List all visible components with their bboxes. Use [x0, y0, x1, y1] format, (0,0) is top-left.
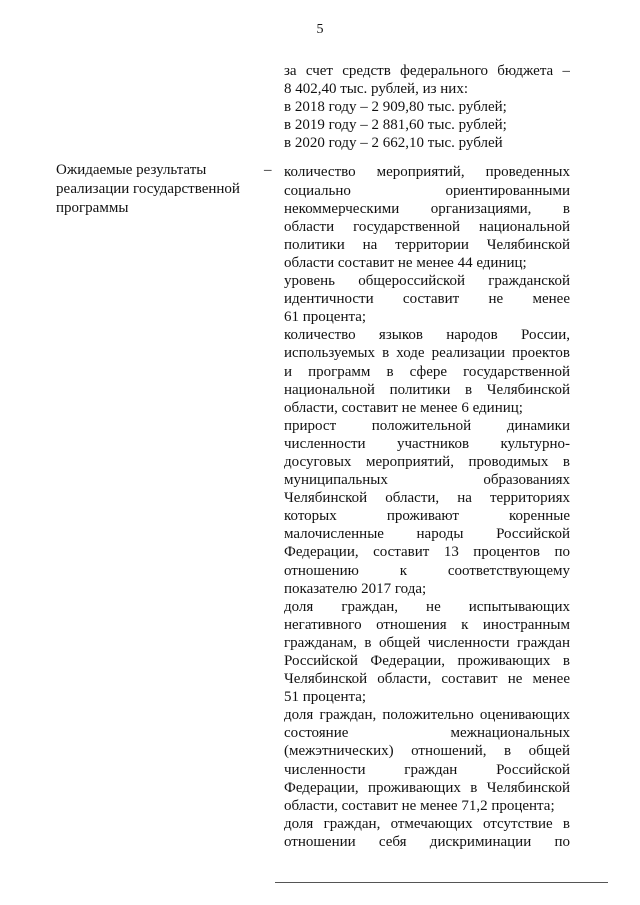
- results-line: (межэтнических) отношений, в общей: [284, 743, 570, 760]
- funding-line: в 2019 году – 2 881,60 тыс. рублей;: [284, 117, 507, 134]
- results-line: 51 процента;: [284, 689, 367, 706]
- results-line: отношению к соответствующему: [284, 562, 570, 579]
- results-line: гражданам, в общей численности граждан: [284, 634, 570, 651]
- results-line: негативного отношения к иностранным: [284, 616, 570, 633]
- results-block: [284, 163, 570, 851]
- results-line: отношении себя дискриминации по: [284, 833, 570, 850]
- funding-line: 8 402,40 тыс. рублей, из них:: [284, 81, 468, 98]
- results-line: численности граждан Российской: [284, 761, 570, 778]
- results-line: и программ в сфере государственной: [284, 363, 570, 380]
- results-line: Федерации, составит 13 процентов по: [284, 544, 570, 561]
- results-line: малочисленные народы Российской: [284, 526, 570, 543]
- results-line: некоммерческими организациями, в: [284, 200, 570, 217]
- results-line: количество языков народов России,: [284, 327, 570, 344]
- results-line: области, составит не менее 71,2 процента;: [284, 797, 555, 814]
- results-line: Челябинской области, составит не менее: [284, 671, 570, 688]
- results-line: состояние межнациональных: [284, 725, 570, 742]
- results-line: 61 процента;: [284, 309, 367, 326]
- results-line: Российской Федерации, проживающих в: [284, 653, 570, 669]
- results-line: национальной политики в Челябинской: [284, 381, 570, 398]
- right-column-text: [284, 62, 570, 851]
- results-line: доля граждан, не испытывающих: [284, 598, 570, 615]
- results-line: доля граждан, отмечающих отсутствие в: [284, 815, 570, 832]
- funding-line: в 2020 году – 2 662,10 тыс. рублей: [284, 135, 503, 152]
- results-line: досуговых мероприятий, проводимых в: [284, 453, 570, 470]
- section-dash: –: [264, 162, 272, 178]
- results-line: уровень общероссийской гражданской: [284, 273, 570, 290]
- bottom-rule: [275, 882, 608, 883]
- results-line: области составит не менее 44 единиц;: [284, 254, 527, 271]
- funding-block: [284, 62, 570, 152]
- results-line: политики на территории Челябинской: [284, 236, 570, 253]
- results-line: используемых в ходе реализации проектов: [284, 345, 570, 362]
- results-line: прирост положительной динамики: [284, 417, 570, 434]
- results-line: области, составит не менее 6 единиц;: [284, 399, 523, 416]
- results-line: численности участников культурно-: [284, 435, 570, 452]
- results-line: доля граждан, положительно оценивающих: [284, 707, 570, 724]
- results-line: социально ориентированными: [284, 182, 570, 199]
- results-line: муниципальных образованиях: [284, 472, 570, 489]
- results-line: области государственной национальной: [284, 218, 570, 235]
- funding-line: за счет средств федерального бюджета –: [284, 63, 570, 79]
- page-number: 5: [316, 22, 324, 37]
- section-label-expected-results: Ожидаемые результаты реализации государственной программы: [56, 162, 240, 216]
- results-line: идентичности составит не менее: [284, 291, 570, 308]
- results-line: Челябинской области, на территориях: [284, 490, 570, 507]
- results-line: показателю 2017 года;: [284, 580, 427, 597]
- results-line: Федерации, проживающих в Челябинской: [284, 779, 570, 796]
- funding-line: в 2018 году – 2 909,80 тыс. рублей;: [284, 99, 507, 116]
- paragraph-gap: [284, 152, 570, 163]
- results-line: количество мероприятий, проведенных: [284, 164, 570, 181]
- results-line: которых проживают коренные: [284, 508, 570, 525]
